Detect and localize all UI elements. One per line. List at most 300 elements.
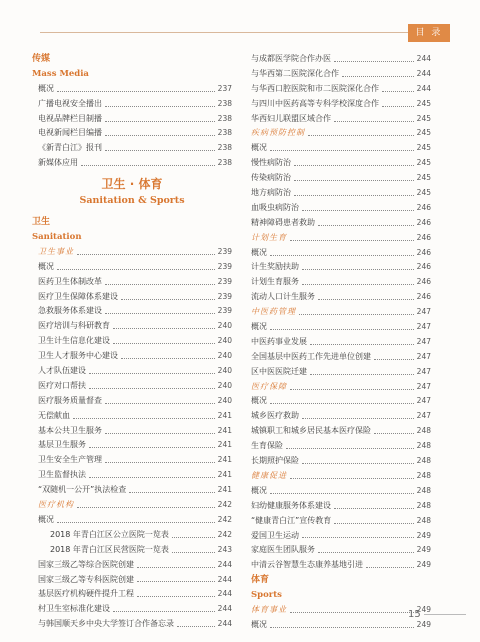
toc-entry[interactable]: [32, 513, 232, 528]
dot-leader: [366, 567, 414, 568]
dot-leader: [308, 135, 414, 136]
toc-entry-page: 245: [416, 173, 431, 183]
toc-entry-label: 与华西第二医院深化合作: [251, 68, 339, 78]
toc-entry-page: 242: [217, 500, 232, 510]
toc-entry-page: 248: [416, 515, 431, 525]
toc-entry-label: 医疗机构: [38, 500, 74, 510]
toc-entry-page: 240: [217, 321, 232, 331]
dot-leader: [294, 180, 414, 181]
toc-entry-label: 国家三级乙等综合医院创建: [38, 559, 134, 569]
dot-leader: [374, 359, 414, 360]
dot-leader: [270, 403, 414, 404]
toc-entry[interactable]: [251, 231, 431, 246]
dot-leader: [77, 254, 215, 255]
toc-entry[interactable]: [251, 409, 431, 424]
toc-entry-label: 2018 年青白江区民营医院一览表: [50, 544, 169, 554]
toc-entry-label: 电视品牌栏目制播: [38, 113, 102, 123]
dot-leader: [57, 91, 215, 92]
section-heading-media: 传媒: [32, 54, 51, 64]
toc-entry[interactable]: [251, 529, 431, 544]
toc-entry-label: 概况: [251, 143, 267, 153]
toc-entry-page: 244: [217, 589, 232, 599]
dot-leader: [73, 418, 215, 419]
sub-health: [32, 245, 232, 260]
dot-leader: [294, 195, 414, 196]
toc-entry-label: 区中医医院迁建: [251, 366, 307, 376]
toc-entry-label: 2018 年青白江区公立医院一览表: [50, 529, 169, 539]
toc-entry[interactable]: [251, 543, 431, 558]
sub-institutions: [32, 498, 232, 513]
toc-entry[interactable]: [251, 454, 431, 469]
toc-entry[interactable]: [251, 365, 431, 380]
dot-leader: [172, 537, 215, 538]
toc-entry-page: 248: [416, 485, 431, 495]
toc-entry-label: 广播电视安全播出: [38, 98, 102, 108]
dot-leader: [105, 135, 215, 136]
toc-entry-page: 243: [217, 544, 232, 554]
toc-entry[interactable]: [251, 97, 431, 112]
toc-entry[interactable]: [251, 305, 431, 320]
toc-entry-label: 长期照护保险: [251, 456, 299, 466]
toc-entry[interactable]: [251, 67, 431, 82]
toc-entry-page: 249: [416, 604, 431, 614]
toc-entry-page: 249: [416, 545, 431, 555]
toc-entry[interactable]: [32, 245, 232, 260]
toc-entry-label: 城乡医疗救助: [251, 411, 299, 421]
toc-entry[interactable]: [32, 364, 232, 379]
dot-leader: [270, 150, 414, 151]
toc-entry-label: 计划生育: [251, 232, 287, 242]
dot-leader: [113, 343, 215, 344]
promo-list: [251, 484, 431, 573]
toc-entry-label: 卫生计生信息化建设: [38, 336, 110, 346]
toc-entry-label: 城镇职工和城乡居民基本医疗保险: [251, 426, 371, 436]
toc-entry-page: 247: [416, 351, 431, 361]
toc-entry-page: 241: [217, 440, 232, 450]
toc-entry-page: 239: [217, 291, 232, 301]
toc-entry-label: 体育事业: [251, 604, 287, 614]
toc-entry-label: 新媒体应用: [38, 158, 78, 168]
toc-entry[interactable]: [32, 290, 232, 305]
toc-entry[interactable]: [251, 246, 431, 261]
dot-leader: [113, 611, 215, 612]
toc-entry-label: 华西妇儿联盟区域合作: [251, 113, 331, 123]
toc-entry-label: 医疗对口帮扶: [38, 380, 86, 390]
dot-leader: [57, 522, 215, 523]
toc-entry[interactable]: [251, 558, 431, 573]
toc-entry-label: 概况: [251, 619, 267, 629]
toc-entry-page: 245: [416, 98, 431, 108]
toc-entry-label: 中医药事业发展: [251, 336, 307, 346]
toc-entry-page: 246: [416, 262, 431, 272]
media-list: [32, 82, 232, 171]
toc-entry-label: 计划生育服务: [251, 277, 299, 287]
major-title-en: Sanitation & Sports: [79, 195, 185, 207]
dot-leader: [382, 106, 414, 107]
toc-entry-page: 241: [217, 470, 232, 480]
toc-entry-label: 村卫生室标准化建设: [38, 604, 110, 614]
toc-entry[interactable]: [251, 171, 431, 186]
dot-leader: [137, 596, 215, 597]
dot-leader: [382, 91, 414, 92]
dot-leader: [294, 165, 414, 166]
sub-promo: [251, 469, 431, 484]
dot-leader: [299, 314, 414, 315]
toc-entry[interactable]: [32, 334, 232, 349]
toc-entry[interactable]: [32, 602, 232, 617]
toc-entry[interactable]: [32, 468, 232, 483]
dot-leader: [172, 552, 215, 553]
toc-entry-page: 246: [416, 277, 431, 287]
dot-leader: [89, 373, 215, 374]
toc-entry-label: 医疗保障: [251, 381, 287, 391]
header-tag: 目 录: [408, 24, 450, 42]
toc-entry[interactable]: [251, 484, 431, 499]
toc-entry-label: 概况: [251, 485, 267, 495]
toc-entry-page: 241: [217, 485, 232, 495]
toc-entry-page: 242: [217, 529, 232, 539]
toc-entry[interactable]: [32, 82, 232, 97]
toc-entry-page: 245: [416, 143, 431, 153]
toc-entry[interactable]: [32, 587, 232, 602]
sports-list: [251, 618, 431, 633]
toc-entry-label: 卫生安全生产管理: [38, 455, 102, 465]
toc-entry-page: 239: [217, 246, 232, 256]
toc-entry-page: 246: [416, 202, 431, 212]
dot-leader: [334, 61, 414, 62]
section-heading-health: 卫生: [32, 217, 51, 228]
toc-entry-page: 239: [217, 261, 232, 271]
toc-entry-page: 238: [217, 158, 232, 168]
family-list: [251, 246, 431, 306]
sub-disease: [251, 126, 431, 141]
toc-entry[interactable]: [251, 186, 431, 201]
dot-leader: [310, 344, 414, 345]
dot-leader: [105, 106, 215, 107]
inst-overview: [32, 513, 232, 528]
dot-leader: [318, 552, 414, 553]
toc-entry-page: 245: [416, 128, 431, 138]
toc-right-column: [251, 52, 431, 633]
toc-entry-page: 238: [217, 128, 232, 138]
toc-entry-page: 248: [416, 456, 431, 466]
toc-entry-page: 247: [416, 336, 431, 346]
toc-entry-label: 与成都医学院合作办医: [251, 54, 331, 63]
dot-leader: [270, 627, 414, 628]
dot-leader: [290, 478, 414, 479]
toc-entry[interactable]: [32, 617, 232, 632]
top-list: [251, 52, 431, 126]
toc-entry-label: 医疗培训与科研教育: [38, 321, 110, 331]
health-list: [32, 260, 232, 498]
dot-leader: [77, 507, 215, 508]
toc-left-column: [32, 52, 232, 632]
toc-entry[interactable]: [32, 438, 232, 453]
toc-entry[interactable]: [32, 275, 232, 290]
toc-entry[interactable]: [32, 304, 232, 319]
dot-leader: [89, 447, 215, 448]
toc-entry-label: 家庭医生团队服务: [251, 545, 315, 555]
section-heading-media-en: Mass Media: [32, 68, 89, 79]
toc-entry[interactable]: [32, 409, 232, 424]
toc-entry[interactable]: [32, 126, 232, 141]
toc-entry-page: 247: [416, 307, 431, 317]
inst-lists: [32, 528, 232, 558]
toc-entry-label: 《新青白江》报刊: [38, 143, 102, 153]
toc-entry-page: 239: [217, 306, 232, 316]
toc-entry-page: 247: [416, 396, 431, 406]
toc-entry-label: “健康青白江”宣传教育: [251, 515, 332, 525]
header-rule: [40, 32, 434, 33]
toc-entry-label: 全国基层中医药工作先进单位创建: [251, 351, 371, 361]
toc-entry-label: 人才队伍建设: [38, 366, 86, 376]
dot-leader: [270, 329, 414, 330]
toc-entry[interactable]: [251, 394, 431, 409]
toc-entry-label: 基层医疗机构硬件提升工程: [38, 589, 134, 599]
toc-entry[interactable]: [251, 82, 431, 97]
toc-entry[interactable]: [251, 618, 431, 633]
toc-entry[interactable]: [32, 379, 232, 394]
toc-entry-page: 249: [416, 560, 431, 570]
dot-leader: [137, 567, 215, 568]
toc-entry[interactable]: [32, 260, 232, 275]
toc-entry-page: 246: [416, 217, 431, 227]
dot-leader: [89, 388, 215, 389]
toc-entry-label: 国家三级乙等专科医院创建: [38, 574, 134, 584]
toc-entry-page: 247: [416, 366, 431, 376]
toc-entry-label: 疾病预防控制: [251, 128, 305, 138]
toc-entry-label: 与四川中医药高等专科学校深度合作: [251, 98, 379, 108]
page-number-rule: [424, 614, 466, 615]
toc-entry[interactable]: [32, 394, 232, 409]
toc-entry-label: 地方病防治: [251, 188, 291, 198]
section-heading-sports-en: Sports: [251, 590, 282, 601]
toc-entry-label: 基本公共卫生服务: [38, 425, 102, 435]
major-title-cn: 卫生 · 体育: [101, 177, 163, 192]
toc-entry-label: 急救服务体系建设: [38, 306, 102, 316]
dot-leader: [310, 374, 414, 375]
toc-entry-label: 健康促进: [251, 470, 287, 480]
dot-leader: [334, 121, 414, 122]
dot-leader: [105, 462, 215, 463]
toc-entry-page: 237: [217, 83, 232, 93]
toc-entry-label: 概况: [38, 514, 54, 524]
dot-leader: [81, 165, 215, 166]
toc-entry-page: 245: [416, 113, 431, 123]
toc-entry-page: 241: [217, 425, 232, 435]
toc-entry[interactable]: [251, 320, 431, 335]
toc-entry-page: 246: [416, 247, 431, 257]
sub-sports: [251, 603, 431, 618]
toc-entry[interactable]: [32, 349, 232, 364]
toc-entry-page: 244: [217, 559, 232, 569]
dot-leader: [105, 403, 215, 404]
toc-entry[interactable]: [251, 141, 431, 156]
toc-entry[interactable]: [251, 335, 431, 350]
toc-entry[interactable]: [32, 112, 232, 127]
dot-leader: [105, 150, 215, 151]
toc-entry-label: 概况: [38, 261, 54, 271]
dot-leader: [302, 284, 414, 285]
toc-entry-page: 240: [217, 395, 232, 405]
dot-leader: [290, 389, 414, 390]
page-number: 15: [408, 609, 421, 620]
toc-entry[interactable]: [32, 528, 232, 543]
dot-leader: [105, 121, 215, 122]
toc-entry-label: 电视新闻栏目编播: [38, 128, 102, 138]
toc-entry[interactable]: [251, 260, 431, 275]
toc-entry-label: 精神障碍患者救助: [251, 217, 315, 227]
toc-entry-page: 244: [416, 83, 431, 93]
toc-entry-page: 246: [416, 232, 431, 242]
dot-leader: [302, 269, 414, 270]
toc-entry[interactable]: [32, 424, 232, 439]
toc-entry-label: 与华西口腔医院和市二医院深化合作: [251, 83, 379, 93]
toc-entry-page: 238: [217, 98, 232, 108]
dot-leader: [290, 612, 414, 613]
toc-entry-label: 中医药管理: [251, 307, 296, 317]
toc-entry-label: 中清云谷智慧生态康养基地引进: [251, 560, 363, 570]
toc-entry-page: 242: [217, 514, 232, 524]
dot-leader: [302, 537, 414, 538]
toc-entry[interactable]: [32, 558, 232, 573]
toc-entry[interactable]: [32, 498, 232, 513]
dot-leader: [270, 493, 414, 494]
toc-entry[interactable]: [251, 380, 431, 395]
insurance-list: [251, 394, 431, 468]
dot-leader: [290, 240, 414, 241]
dot-leader: [302, 463, 414, 464]
toc-entry-page: 240: [217, 380, 232, 390]
toc-entry[interactable]: [32, 543, 232, 558]
toc-entry-label: 医药卫生体制改革: [38, 276, 102, 286]
toc-entry-label: 概况: [251, 247, 267, 257]
toc-entry[interactable]: [251, 201, 431, 216]
toc-entry-label: 无偿献血: [38, 410, 70, 420]
running-header: [0, 22, 480, 44]
toc-entry[interactable]: [32, 141, 232, 156]
dot-leader: [113, 328, 215, 329]
toc-entry-page: 249: [416, 530, 431, 540]
sub-tcm: [251, 305, 431, 320]
toc-entry-page: 244: [416, 54, 431, 63]
toc-entry[interactable]: [251, 290, 431, 305]
major-section-title: [32, 175, 232, 209]
dot-leader: [57, 269, 215, 270]
toc-entry[interactable]: [251, 469, 431, 484]
toc-entry-label: 与韩国顺天乡中央大学签订合作备忘录: [38, 619, 174, 629]
toc-entry-label: 妇幼健康服务体系建设: [251, 500, 331, 510]
dot-leader: [121, 299, 215, 300]
toc-entry-page: 240: [217, 351, 232, 361]
toc-entry-page: 248: [416, 500, 431, 510]
toc-entry-page: 238: [217, 113, 232, 123]
toc-entry-page: 245: [416, 188, 431, 198]
toc-entry-page: 240: [217, 366, 232, 376]
toc-entry[interactable]: [251, 275, 431, 290]
toc-entry-label: 爱国卫生运动: [251, 530, 299, 540]
toc-entry[interactable]: [251, 350, 431, 365]
toc-entry-label: 卫生事业: [38, 246, 74, 256]
toc-entry[interactable]: [251, 424, 431, 439]
dot-leader: [374, 433, 414, 434]
toc-entry[interactable]: [251, 126, 431, 141]
dot-leader: [318, 299, 414, 300]
toc-entry-label: 卫生人才服务中心建设: [38, 351, 118, 361]
toc-entry-page: 244: [217, 604, 232, 614]
dot-leader: [137, 581, 215, 582]
toc-entry[interactable]: [32, 483, 232, 498]
toc-entry-label: 计生奖励扶助: [251, 262, 299, 272]
toc-entry[interactable]: [32, 453, 232, 468]
toc-entry[interactable]: [251, 156, 431, 171]
tcm-list: [251, 320, 431, 380]
dot-leader: [302, 210, 414, 211]
toc-entry-page: 239: [217, 276, 232, 286]
toc-entry-label: 血吸虫病防治: [251, 202, 299, 212]
dot-leader: [105, 313, 215, 314]
toc-entry[interactable]: [251, 216, 431, 231]
toc-entry[interactable]: [32, 97, 232, 112]
toc-entry[interactable]: [251, 112, 431, 127]
toc-entry-page: 248: [416, 426, 431, 436]
toc-entry[interactable]: [251, 439, 431, 454]
toc-entry-page: 244: [416, 68, 431, 78]
toc-entry-label: 生育保险: [251, 441, 283, 451]
dot-leader: [129, 492, 214, 493]
toc-entry-page: 248: [416, 470, 431, 480]
toc-entry-label: 流动人口计生服务: [251, 292, 315, 302]
dot-leader: [121, 358, 215, 359]
toc-entry-label: 概况: [38, 83, 54, 93]
toc-entry-page: 245: [416, 158, 431, 168]
toc-entry-label: 概况: [251, 396, 267, 406]
toc-entry[interactable]: [32, 319, 232, 334]
inst-list: [32, 558, 232, 632]
dot-leader: [334, 508, 414, 509]
section-heading-health-en: Sanitation: [32, 232, 82, 243]
toc-entry-page: 247: [416, 381, 431, 391]
toc-entry[interactable]: [32, 573, 232, 588]
toc-entry[interactable]: [251, 52, 431, 67]
toc-entry-page: 240: [217, 336, 232, 346]
sub-insurance: [251, 380, 431, 395]
dot-leader: [105, 433, 215, 434]
toc-entry-label: 医疗卫生保障体系建设: [38, 291, 118, 301]
dot-leader: [302, 418, 414, 419]
toc-entry-label: 传染病防治: [251, 173, 291, 183]
toc-entry-label: 概况: [251, 322, 267, 332]
toc-entry-page: 247: [416, 322, 431, 332]
dot-leader: [318, 225, 414, 226]
toc-entry-page: 241: [217, 410, 232, 420]
toc-entry-label: 医疗服务质量督查: [38, 395, 102, 405]
toc-entry[interactable]: [251, 514, 431, 529]
toc-entry-label: 卫生监督执法: [38, 470, 86, 480]
dot-leader: [334, 523, 413, 524]
toc-entry-page: 249: [416, 619, 431, 629]
toc-entry[interactable]: [251, 603, 431, 618]
toc-entry[interactable]: [32, 156, 232, 171]
dot-leader: [342, 76, 414, 77]
toc-entry-page: 246: [416, 292, 431, 302]
sub-family: [251, 231, 431, 246]
dot-leader: [177, 626, 215, 627]
dot-leader: [286, 448, 414, 449]
toc-entry-page: 241: [217, 455, 232, 465]
toc-entry-label: “双随机一公开”执法检查: [38, 485, 127, 495]
toc-entry[interactable]: [251, 499, 431, 514]
